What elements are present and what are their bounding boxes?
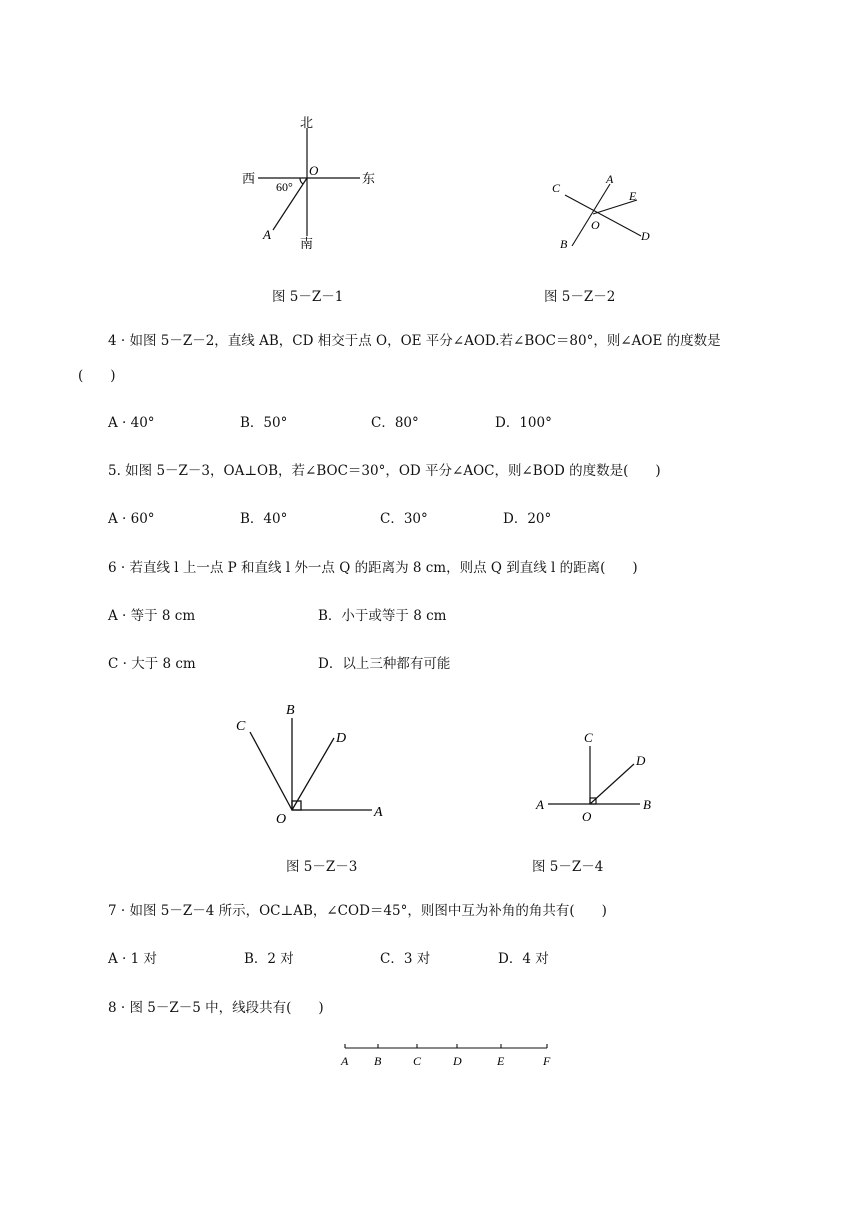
question-4-option-a[interactable]: A · 40° [108,415,155,431]
question-4-option-d[interactable]: D．100° [495,415,552,431]
ray-od [292,738,334,810]
figure-5-z-3-caption: 图 5－Z－3 [286,859,358,875]
label-o: O [309,163,319,178]
figure-5-z-2 [545,168,665,258]
label-angle: 60° [276,180,293,194]
question-6-option-d[interactable]: D．以上三种都有可能 [318,656,451,672]
question-6-option-c[interactable]: C · 大于 8 cm [108,656,196,672]
question-4-stem: 4 · 如图 5－Z－2，直线 AB，CD 相交于点 O，OE 平分∠AOD.若∠BOC＝80°，则∠AOE 的度数是 [108,333,721,349]
question-5-option-d[interactable]: D．20° [503,511,552,527]
question-7-option-a[interactable]: A · 1 对 [108,951,158,967]
question-4-option-b[interactable]: B．50° [240,415,288,431]
label-c: C [552,181,561,195]
question-4-option-c[interactable]: C．80° [371,415,419,431]
ray-oc [250,732,292,810]
question-6-option-a[interactable]: A · 等于 8 cm [108,608,196,624]
angle-arc [300,178,303,184]
question-6-stem: 6 · 若直线 l 上一点 P 和直线 l 外一点 Q 的距离为 8 cm，则点 Q 到直线 l 的距离( ) [108,560,638,576]
question-4-blank: ( ) [78,368,116,384]
figure-5-z-4-caption: 图 5－Z－4 [532,859,604,875]
label-d: D [336,731,347,746]
label-c: C [236,719,246,734]
question-5-option-b[interactable]: B．40° [240,511,288,527]
question-7-option-d[interactable]: D．4 对 [498,951,549,967]
label-b: B [286,703,295,718]
label-a: A [374,805,383,820]
label-d: D [636,753,646,768]
label-south: 南 [300,236,314,251]
label-e: E [497,1054,505,1068]
figure-5-z-2-caption: 图 5－Z－2 [544,289,616,305]
label-a: A [606,172,614,186]
question-8-stem: 8 · 图 5－Z－5 中，线段共有( ) [108,1000,324,1016]
question-7-option-c[interactable]: C．3 对 [380,951,431,967]
label-a: A [263,227,271,242]
question-5-option-c[interactable]: C．30° [380,511,428,527]
label-o: O [276,812,287,827]
label-o: O [582,809,592,824]
label-c: C [413,1054,422,1068]
question-7-option-b[interactable]: B．2 对 [244,951,294,967]
question-5-stem: 5. 如图 5－Z－3，OA⊥OB，若∠BOC＝30°，OD 平分∠AOC，则∠BOD 的度数是( ) [108,463,661,479]
label-d: D [453,1054,462,1068]
label-a: A [341,1054,349,1068]
question-7-stem: 7 · 如图 5－Z－4 所示，OC⊥AB，∠COD＝45°，则图中互为补角的角共有( ) [108,903,607,919]
figure-5-z-1-caption: 图 5－Z－1 [272,289,344,305]
label-west: 西 [242,171,256,186]
label-b: B [643,797,651,812]
label-e: E [629,189,637,203]
figure-5-z-1 [230,108,390,258]
label-c: C [584,730,593,745]
label-east: 东 [362,171,376,186]
question-5-option-a[interactable]: A · 60° [108,511,155,527]
label-o: O [591,218,600,232]
figure-5-z-3 [230,698,400,828]
label-d: D [641,229,650,243]
line-ab [572,184,610,246]
label-b: B [374,1054,382,1068]
label-b: B [560,237,568,251]
label-north: 北 [300,115,314,130]
figure-5-z-4 [530,726,665,826]
question-6-option-b[interactable]: B．小于或等于 8 cm [318,608,447,624]
label-f: F [543,1054,551,1068]
label-a: A [536,797,544,812]
figure-5-z-5 [335,1040,560,1072]
